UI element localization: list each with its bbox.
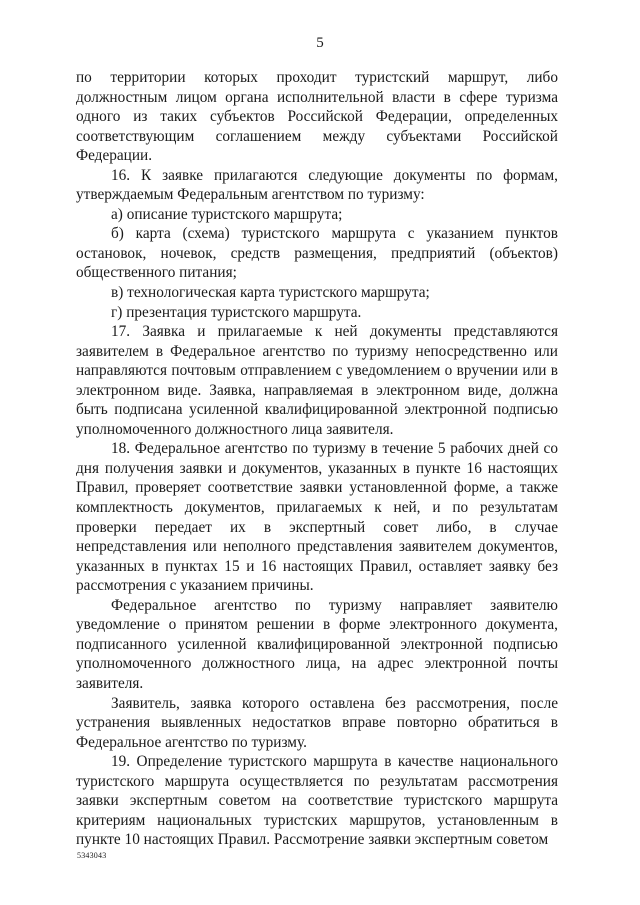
document-body [76,68,558,850]
list-item-b: б) карта (схема) туристского маршрута с указанием пунктов остановок, ночевок, средств размещения, предприятий (объектов) общественного питания; [76,225,558,282]
paragraph-16: 16. К заявке прилагаются следующие документы по формам, утверждаемым Федеральным агентством по туризму: [76,166,558,204]
document-code: 5343043 [77,851,107,860]
page-number: 5 [316,35,324,51]
list-item-a: а) описание туристского маршрута; [111,205,343,223]
paragraph-18: 18. Федеральное агентство по туризму в течение 5 рабочих дней со дня получения заявки и документов, указанных в пункте 16 настоящих Правил, проверяет соответствие заявки установленной форме, а также комплектность документов, прилагаемых к ней, и по результатам проверки передает их в экспертный совет либо, в случае непредставления или неполного представления заявителем документов, указанных в пунктах 15 и 16 настоящих Правил, оставляет заявку без рассмотрения с указанием причины. [76,440,558,595]
paragraph-18-resubmission: Заявитель, заявка которого оставлена без рассмотрения, после устранения выявленных недостатков вправе повторно обратиться в Федеральное агентство по туризму. [76,694,558,751]
list-item-g: г) презентация туристского маршрута. [111,303,362,321]
paragraph-18-notification: Федеральное агентство по туризму направляет заявителю уведомление о принятом решении в форме электронного документа, подписанного усиленной квалифицированной электронной подписью уполномоченного должностного лица, на адрес электронной почты заявителя. [76,596,558,692]
paragraph-17: 17. Заявка и прилагаемые к ней документы представляются заявителем в Федеральное агентство по туризму непосредственно или направляются почтовым отправлением с уведомлением о вручении или в электронном виде. Заявка, направляемая в электронном виде, должна быть подписана усиленной квалифицированной электронной подписью уполномоченного должностного лица заявителя. [76,323,558,438]
paragraph-continuation: по территории которых проходит туристский маршрут, либо должностным лицом органа исполнительной власти в сфере туризма одного из таких субъектов Российской Федерации, определенных соответствующим соглашением между субъектами Российской Федерации. [76,69,558,165]
paragraph-19: 19. Определение туристского маршрута в качестве национального туристского маршрута осуществляется по результатам рассмотрения заявки экспертным советом на соответствие туристского маршрута критериям национальных туристских маршрутов, установленным в пункте 10 настоящих Правил. Рассмотрение заявки экспертным советом [76,753,558,849]
list-item-v: в) технологическая карта туристского маршрута; [111,284,430,302]
